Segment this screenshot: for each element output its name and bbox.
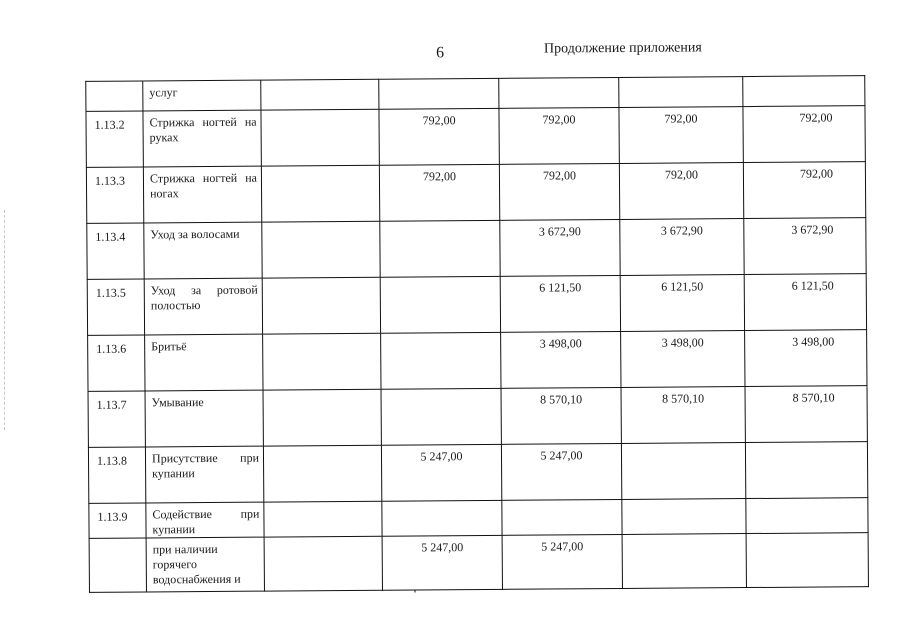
value-cell: 792,00: [743, 106, 865, 163]
value-cell: 792,00: [499, 163, 619, 220]
table-row: [88, 442, 867, 504]
row-name: Бритьё: [145, 334, 263, 391]
value-cell: [261, 109, 379, 166]
value-cell: 792,00: [379, 164, 499, 221]
row-code: [89, 538, 146, 592]
row-name: Уход за волосами: [144, 222, 262, 279]
value-cell: [264, 536, 382, 591]
value-cell: 792,00: [379, 108, 499, 165]
table-row: [88, 330, 867, 392]
value-cell: [622, 534, 746, 589]
value-cell: [263, 445, 381, 502]
row-name: [146, 537, 264, 592]
row-code: 1.13.5: [87, 279, 144, 335]
value-cell: 3 498,00: [621, 331, 745, 388]
value-cell: 6 121,50: [744, 274, 866, 331]
value-cell: [263, 333, 381, 390]
table-row: [86, 106, 865, 168]
value-cell: [382, 500, 502, 536]
value-cell: 792,00: [619, 107, 743, 164]
value-cell: 8 570,10: [621, 387, 745, 444]
value-cell: 792,00: [743, 162, 865, 219]
value-cell: [381, 332, 501, 389]
value-cell: 8 570,10: [745, 386, 867, 443]
scan-edge-mark: [4, 210, 7, 430]
row-name: Уход за ротовой полостью: [144, 278, 262, 335]
value-cell: 8 570,10: [501, 387, 621, 444]
value-cell: [621, 443, 745, 500]
table-row: [86, 162, 865, 224]
value-cell: [379, 78, 499, 109]
value-cell: 3 672,90: [620, 219, 744, 276]
value-cell: [622, 499, 746, 535]
row-name: Присутствие при купании: [145, 446, 263, 503]
value-cell: 5 247,00: [381, 444, 501, 501]
row-name: Умывание: [145, 390, 263, 447]
row-code: 1.13.2: [86, 111, 143, 167]
value-cell: [261, 79, 379, 110]
table-row: [87, 218, 866, 280]
value-cell: 792,00: [499, 107, 619, 164]
value-cell: [380, 220, 500, 277]
value-cell: [262, 277, 380, 334]
value-cell: [263, 389, 381, 446]
value-cell: 3 498,00: [501, 331, 621, 388]
value-cell: [619, 77, 743, 108]
table-row: [88, 386, 867, 448]
value-cell: [380, 276, 500, 333]
page-number: 6: [435, 44, 445, 62]
name-line: при наличии: [152, 541, 218, 557]
value-cell: [381, 388, 501, 445]
name-line: горячего: [152, 557, 197, 572]
value-cell: 792,00: [619, 163, 743, 220]
value-cell: [746, 533, 868, 588]
value-cell: [264, 501, 382, 537]
row-code: 1.13.3: [86, 167, 143, 223]
value-cell: 3 672,90: [500, 219, 620, 276]
value-cell: [502, 499, 622, 535]
row-name: Стрижка ногтей на ногах: [143, 166, 261, 223]
value-cell: 6 121,50: [500, 275, 620, 332]
row-code: 1.13.7: [88, 391, 145, 447]
table-row: [89, 498, 868, 539]
scan-speck: [414, 590, 416, 592]
row-code: 1.13.4: [87, 223, 144, 279]
row-code: 1.13.8: [88, 447, 145, 503]
price-table: [85, 75, 869, 593]
value-cell: [745, 442, 867, 499]
value-cell: [261, 165, 379, 222]
value-cell: 6 121,50: [620, 275, 744, 332]
value-cell: 5 247,00: [382, 535, 502, 590]
value-cell: [262, 221, 380, 278]
row-code: 1.13.6: [88, 335, 145, 391]
table-row: [89, 533, 868, 593]
value-cell: [746, 498, 868, 534]
value-cell: 3 498,00: [745, 330, 867, 387]
table-row: [87, 274, 866, 336]
row-name: Стрижка ногтей на руках: [143, 110, 261, 167]
row-name: услуг: [143, 80, 261, 111]
value-cell: 5 247,00: [502, 534, 622, 589]
row-code: 1.13.9: [89, 503, 146, 538]
row-code: [86, 81, 143, 111]
name-line: водоснабжения и: [152, 571, 241, 587]
value-cell: 5 247,00: [501, 443, 621, 500]
value-cell: [499, 77, 619, 108]
continuation-note: Продолжение приложения: [543, 40, 702, 57]
value-cell: [743, 76, 865, 107]
row-name: Содействие при купании: [146, 502, 264, 538]
value-cell: 3 672,90: [744, 218, 866, 275]
